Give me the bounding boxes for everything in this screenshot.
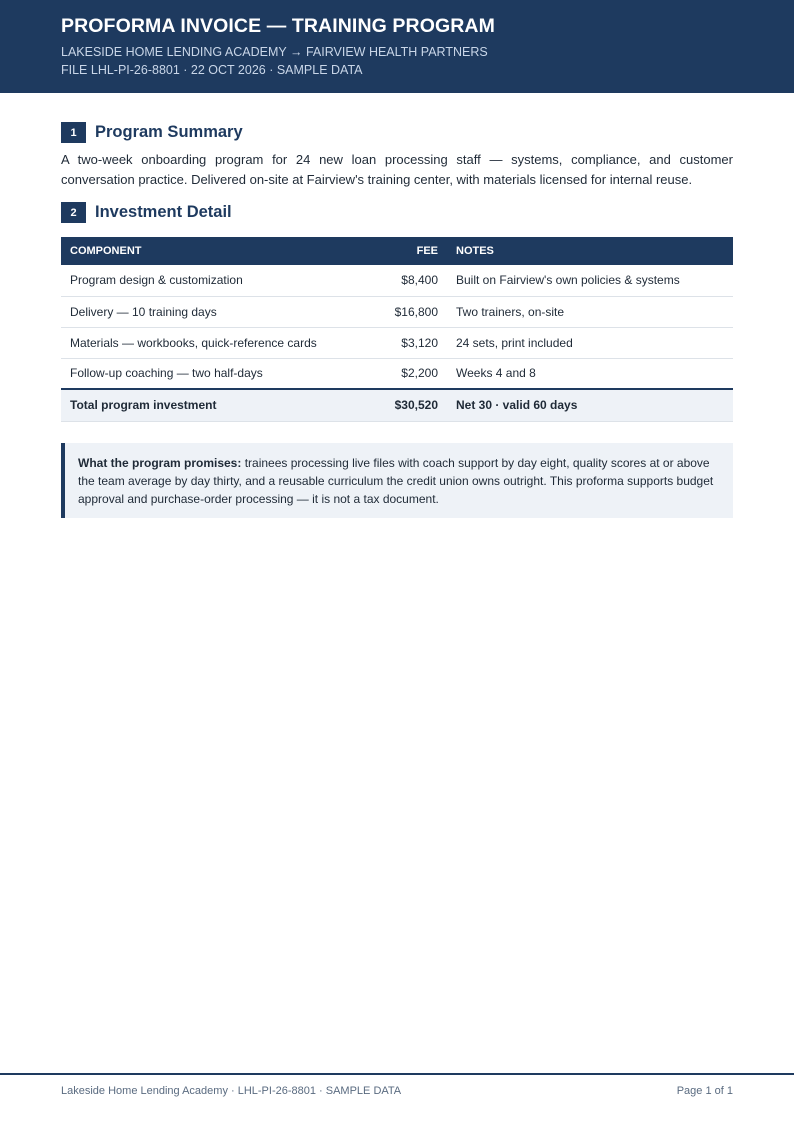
component-cell: Follow-up coaching — two half-days xyxy=(61,358,374,389)
notes-cell: 24 sets, print included xyxy=(447,327,733,358)
file-reference-line: FILE LHL-PI-26-8801 · 22 OCT 2026 · SAMPLE DATA xyxy=(61,63,363,77)
table-row xyxy=(61,296,733,327)
page-number: Page 1 of 1 xyxy=(676,1085,733,1097)
document-title: PROFORMA INVOICE — TRAINING PROGRAM xyxy=(61,15,495,37)
program-summary-text: A two-week onboarding program for 24 new loan processing staff — systems, compliance, and customer conversation practice. Delivered on-site at Fairview's training center, with materials licensed for internal reuse. xyxy=(61,152,733,187)
column-header-component: COMPONENT xyxy=(70,245,142,257)
page-footer xyxy=(0,1073,794,1097)
component-cell: Program design & customization xyxy=(61,265,374,296)
total-row xyxy=(61,389,733,421)
document-body xyxy=(0,122,794,518)
fee-cell: $8,400 xyxy=(374,265,447,296)
section-title: Investment Detail xyxy=(95,203,232,221)
section-number-badge: 1 xyxy=(61,122,86,143)
footer-reference: Lakeside Home Lending Academy · LHL-PI-26-8801 · SAMPLE DATA xyxy=(61,1085,402,1097)
table-header-row xyxy=(61,237,733,265)
total-terms-cell: Net 30 · valid 60 days xyxy=(447,389,733,421)
notes-cell: Weeks 4 and 8 xyxy=(447,358,733,389)
investment-table xyxy=(61,237,733,422)
component-cell: Delivery — 10 training days xyxy=(61,296,374,327)
section-heading-program-summary xyxy=(61,122,733,143)
column-header-notes: NOTES xyxy=(456,245,494,257)
table-row xyxy=(61,327,733,358)
program-promise-callout xyxy=(61,443,733,518)
parties-line: LAKESIDE HOME LENDING ACADEMY → FAIRVIEW HEALTH PARTNERS xyxy=(61,45,488,59)
column-header-fee: FEE xyxy=(416,245,438,257)
table-row xyxy=(61,265,733,296)
component-cell: Materials — workbooks, quick-reference cards xyxy=(61,327,374,358)
fee-cell: $16,800 xyxy=(374,296,447,327)
callout-lead: What the program promises: xyxy=(78,455,242,470)
callout-body: trainees processing live files with coach support by day eight, quality scores at or above the team average by day thirty, and a reusable curriculum the credit union owns outright. This proforma supports budget approval and purchase-order processing — it is not a tax document. xyxy=(78,455,714,506)
fee-cell: $3,120 xyxy=(374,327,447,358)
table-row xyxy=(61,358,733,389)
section-number-badge: 2 xyxy=(61,202,86,223)
notes-cell: Two trainers, on-site xyxy=(447,296,733,327)
total-fee-cell: $30,520 xyxy=(374,389,447,421)
total-label-cell: Total program investment xyxy=(61,389,374,421)
section-title: Program Summary xyxy=(95,123,243,141)
section-heading-investment-detail xyxy=(61,202,733,223)
notes-cell: Built on Fairview's own policies & systems xyxy=(447,265,733,296)
fee-cell: $2,200 xyxy=(374,358,447,389)
document-header xyxy=(0,0,794,93)
